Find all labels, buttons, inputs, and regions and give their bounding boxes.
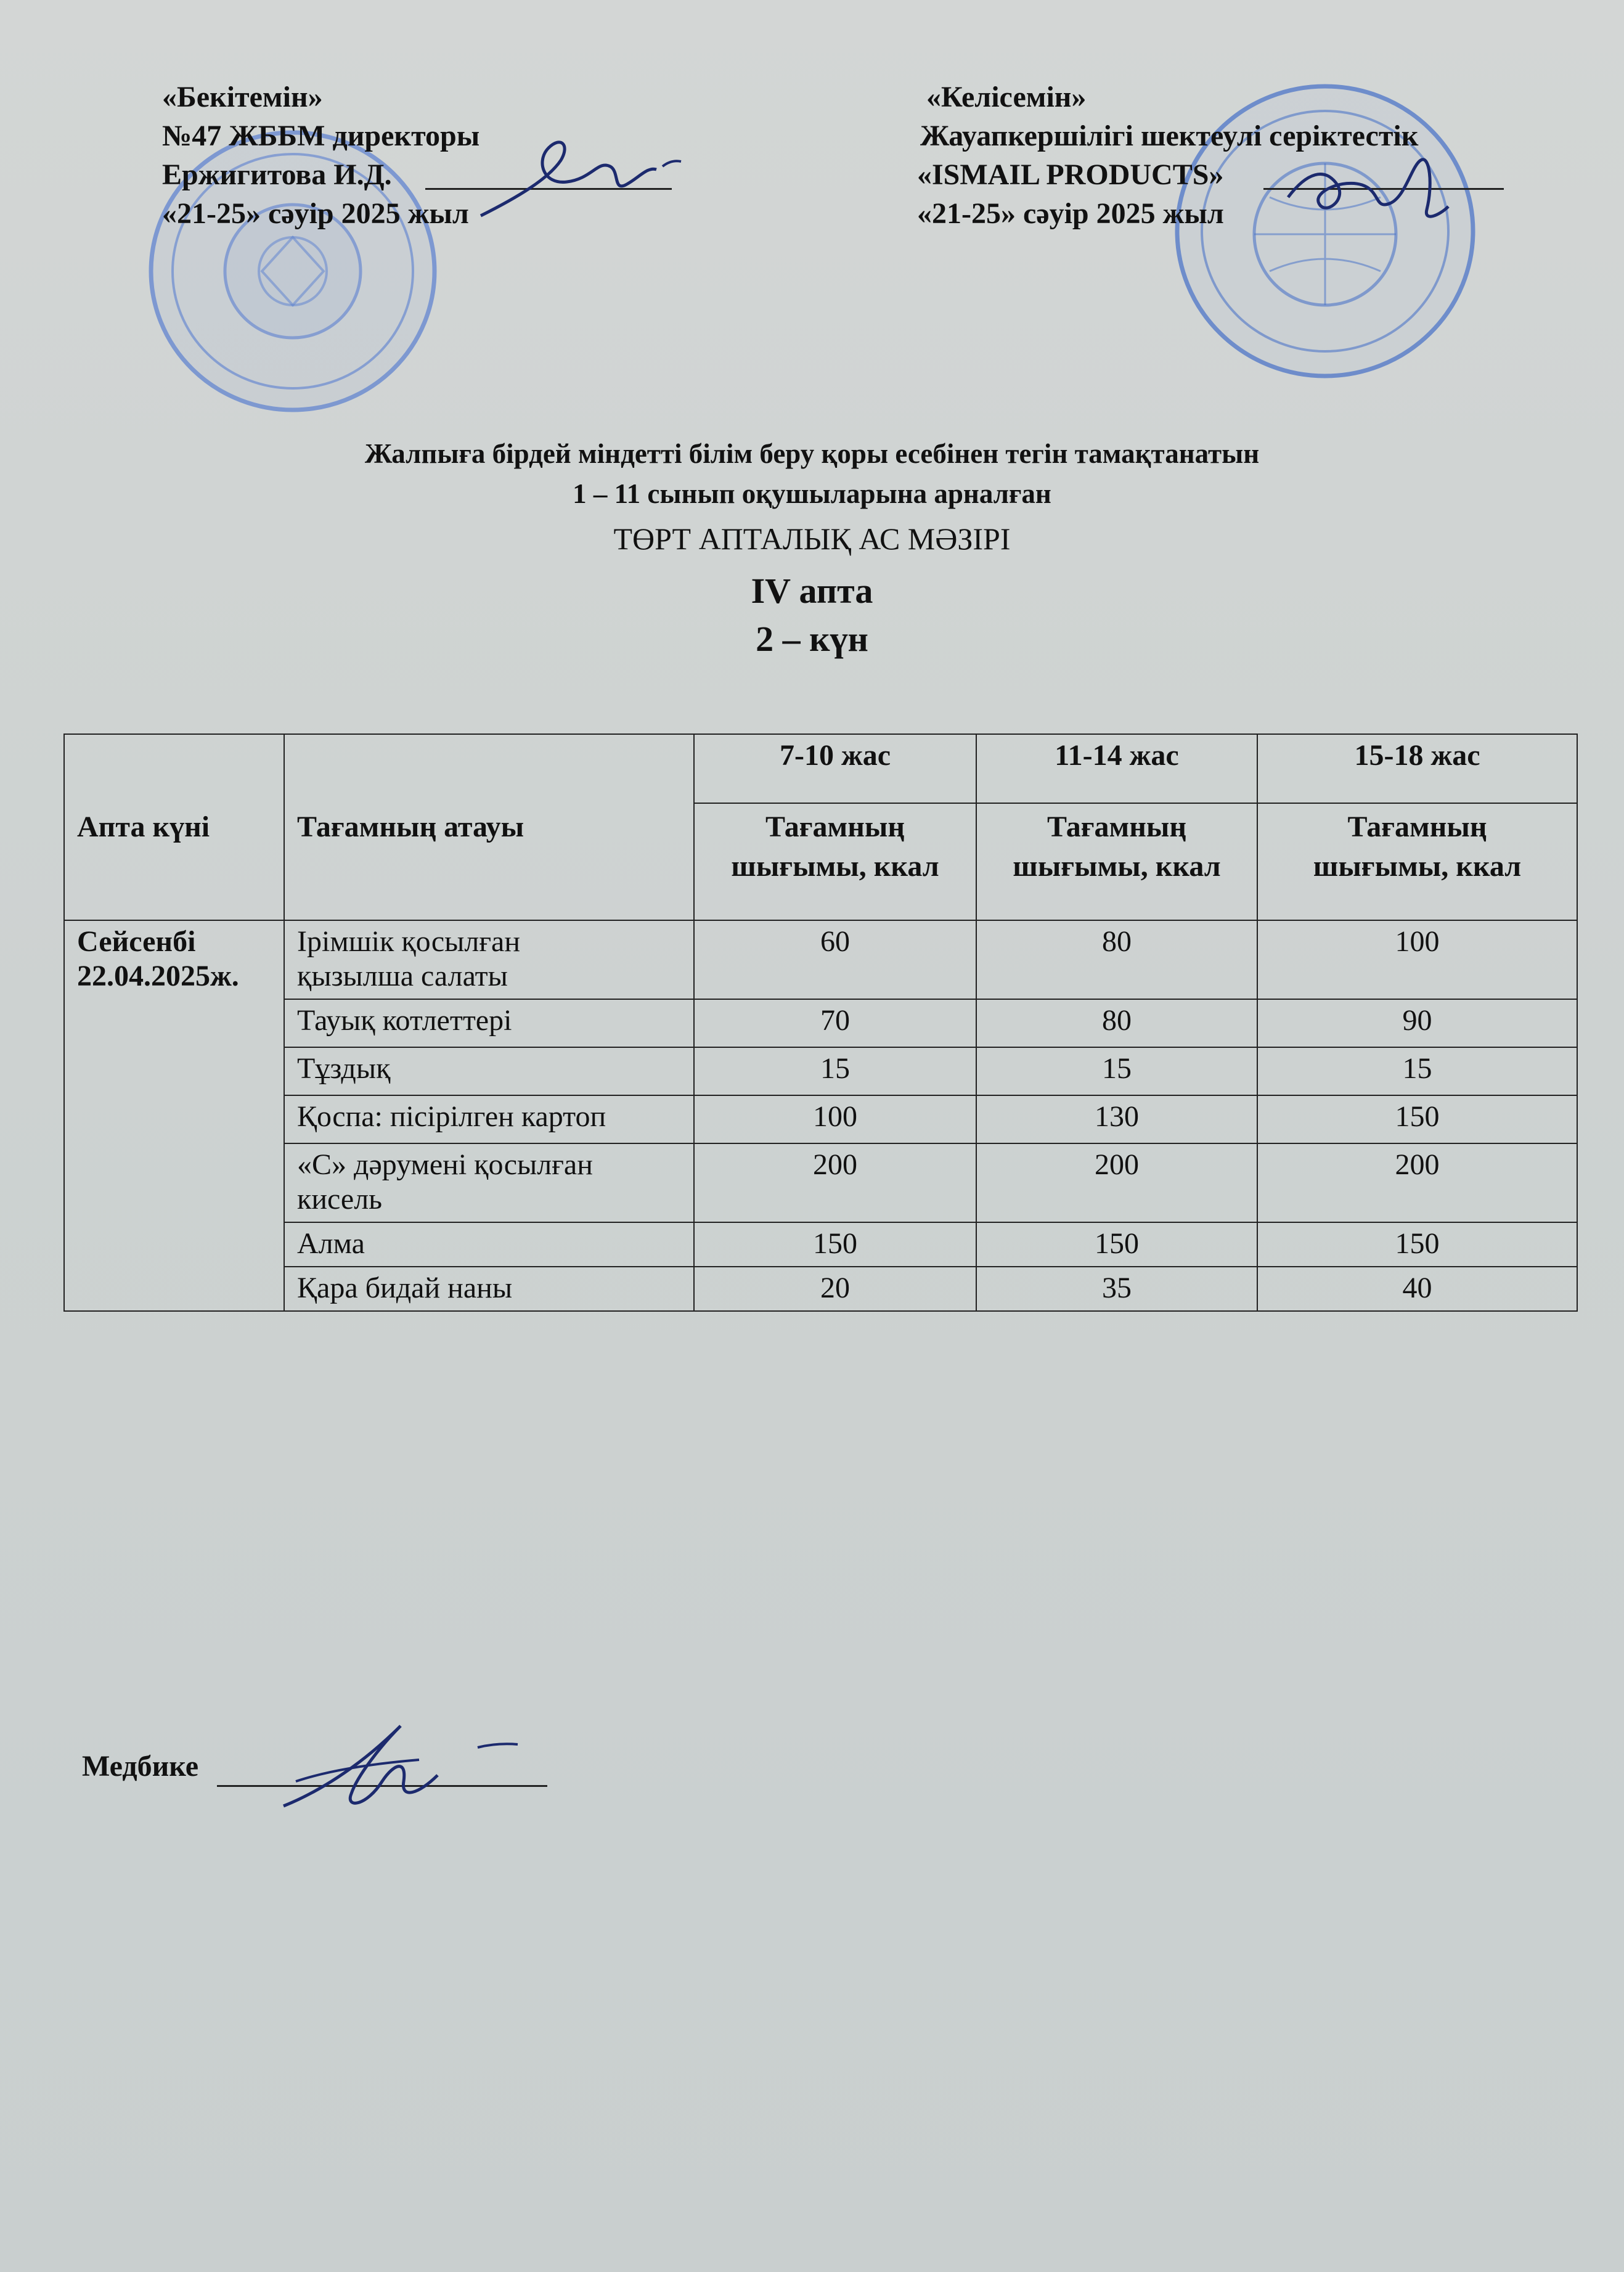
company-name: «ISMAIL PRODUCTS» (917, 158, 1224, 191)
kcal-value: 200 (976, 1143, 1257, 1222)
agreement-label: «Келісемін» (926, 81, 1087, 113)
company-type: Жауапкершілігі шектеулі серіктестік (920, 120, 1419, 152)
day-label: 2 – күн (756, 619, 868, 659)
kcal-value: 20 (694, 1267, 976, 1311)
age-group-header: 11-14 жас (976, 734, 1257, 803)
menu-table (63, 733, 1578, 1312)
kcal-value: 80 (976, 999, 1257, 1047)
kcal-value: 150 (1257, 1095, 1577, 1143)
yield-label-line2: шығымы, ккал (1313, 850, 1522, 883)
kcal-value: 70 (694, 999, 976, 1047)
table-row (64, 1267, 1577, 1311)
approval-label: «Бекітемін» (162, 81, 323, 113)
kcal-value: 150 (1257, 1222, 1577, 1267)
table-row (64, 1222, 1577, 1267)
table-row (64, 999, 1577, 1047)
director-position: №47 ЖББМ директоры (162, 120, 480, 152)
day-name: Сейсенбі (77, 925, 196, 958)
kcal-value: 100 (694, 1095, 976, 1143)
age-group-header: 15-18 жас (1257, 734, 1577, 803)
kcal-value: 90 (1257, 999, 1577, 1047)
yield-label-line2: шығымы, ккал (1013, 850, 1221, 883)
table-row (64, 1095, 1577, 1143)
kcal-value: 150 (976, 1222, 1257, 1267)
title-line-1: Жалпыға бірдей міндетті білім беру қоры есебінен тегін тамақтанатын (364, 438, 1260, 469)
table-row (64, 920, 1577, 999)
day-date: 22.04.2025ж. (77, 960, 239, 992)
approval-date-left: «21-25» сәуір 2025 жыл (162, 197, 469, 230)
dish-name: Қара бидай наны (284, 1267, 694, 1311)
yield-label-line1: Тағамның (1347, 811, 1487, 843)
kcal-value: 80 (976, 920, 1257, 999)
page-title: ТӨРТ АПТАЛЫҚ АС МӘЗІРІ (613, 521, 1011, 556)
col-header-dish: Тағамның атауы (284, 734, 694, 920)
dish-name: «С» дәрумені қосылған кисель (284, 1143, 694, 1222)
director-signature-icon (468, 123, 690, 240)
title-line-2: 1 – 11 сынып оқушыларына арналған (573, 478, 1051, 509)
yield-header (976, 803, 1257, 920)
dish-name: Тауық котлеттері (284, 999, 694, 1047)
kcal-value: 200 (1257, 1143, 1577, 1222)
kcal-value: 15 (976, 1047, 1257, 1095)
dish-name: Тұздық (284, 1047, 694, 1095)
dish-name: Қоспа: пісірілген картоп (284, 1095, 694, 1143)
table-row (64, 1047, 1577, 1095)
day-cell (64, 920, 284, 1311)
nurse-label: Медбике (82, 1750, 199, 1783)
dish-name: Алма (284, 1222, 694, 1267)
week-label: IV апта (751, 571, 873, 611)
yield-header (1257, 803, 1577, 920)
company-signature-icon (1282, 148, 1455, 240)
kcal-value: 200 (694, 1143, 976, 1222)
kcal-value: 35 (976, 1267, 1257, 1311)
kcal-value: 150 (694, 1222, 976, 1267)
dish-name: Ірімшік қосылған қызылша салаты (284, 920, 694, 999)
kcal-value: 15 (694, 1047, 976, 1095)
kcal-value: 15 (1257, 1047, 1577, 1095)
kcal-value: 130 (976, 1095, 1257, 1143)
approval-date-right: «21-25» сәуір 2025 жыл (917, 197, 1224, 230)
director-name: Ержигитова И.Д. (162, 158, 392, 191)
yield-header (694, 803, 976, 920)
kcal-value: 100 (1257, 920, 1577, 999)
yield-label-line2: шығымы, ккал (731, 850, 939, 883)
yield-label-line1: Тағамның (1047, 811, 1187, 843)
nurse-signature-icon (259, 1701, 542, 1825)
age-group-header: 7-10 жас (694, 734, 976, 803)
table-row (64, 1143, 1577, 1222)
yield-label-line1: Тағамның (765, 811, 905, 843)
col-header-day: Апта күні (64, 734, 284, 920)
kcal-value: 40 (1257, 1267, 1577, 1311)
kcal-value: 60 (694, 920, 976, 999)
